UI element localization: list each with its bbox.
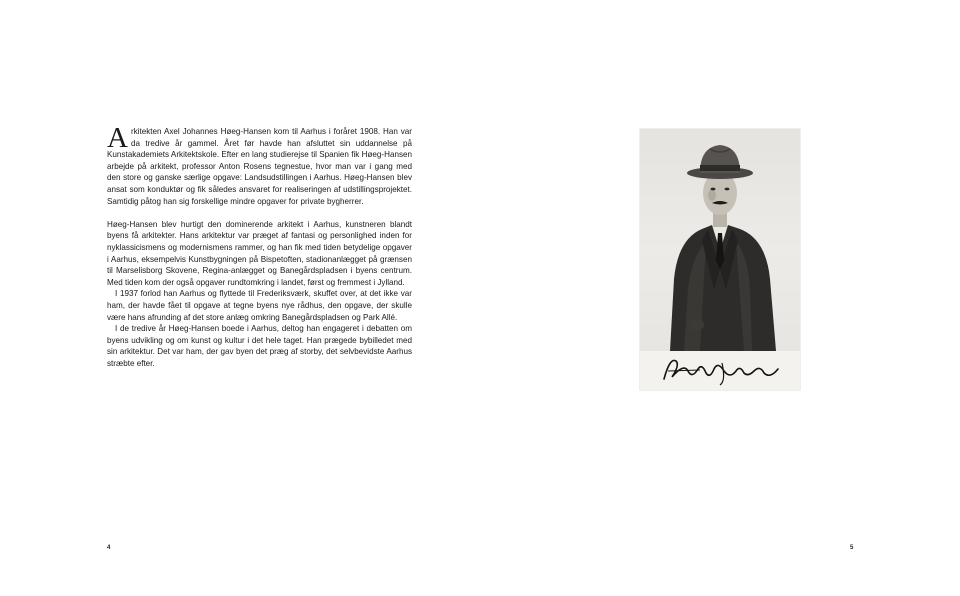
signature-image <box>640 351 800 390</box>
body-text <box>107 122 412 369</box>
page-number-left: 4 <box>107 545 111 551</box>
paragraph-3: I 1937 forlod han Aarhus og flyttede til Frederiksværk, skuffet over, at det ikke var ham, der havde fået til opgave at tegne byens nye rådhus, den opgave, der skulle være hans afrunding af det store anlæg omkring Banegårdspladsen og Park Allé. <box>107 289 412 322</box>
portrait-figure <box>640 129 800 390</box>
paragraph-1-text: rkitekten Axel Johannes Høeg-Hansen kom til Aarhus i foråret 1908. Han var da tredive år gammel. Året før havde han afsluttet sin uddannelse på Kunstakademiets Arkitektskole. Efter en lang studierejse til Spanien fik Høeg-Hansen arbejde på arkitekt, professor Anton Rosens tegnestue, hvor man var i gang med den store og ganske særlige opgave: Landsudstillingen i Aarhus. Høeg-Hansen blev ansat som konduktør og fik således ansvaret for realiseringen af udstillingsprojektet. Samtidig påtog han sig forskellige mindre opgaver for private bygherrer. <box>107 127 412 206</box>
paragraph-1 <box>107 122 412 207</box>
signature <box>640 351 800 390</box>
paragraph-4: I de tredive år Høeg-Hansen boede i Aarhus, deltog han engageret i debatten om byens udvikling og om kunst og kultur i det hele taget. Han prægede bybilledet med sin arkitektur. Det var ham, der gav byen det præg af storby, det selvbevidste Aarhus stræbte efter. <box>107 324 412 368</box>
paragraph-2: Høeg-Hansen blev hurtigt den dominerende arkitekt i Aarhus, kunstneren blandt byens få arkitekter. Hans arkitektur var præget af fantasi og personlighed inden for nyklassicismens og modernismens rammer, og han fik med tiden betydelige opgaver i Aarhus, eksempelvis Kunstbygningen på Bispetoften, stadionanlægget på grænsen til Marselisborg Skovene, Regina-anlægget og Banegårdspladsen i byens centrum. Med tiden kom der også opgaver rundtomkring i landet, først og fremmest i Jylland. <box>107 219 412 287</box>
portrait-photograph <box>640 129 800 351</box>
drop-cap: A <box>107 122 128 154</box>
page-number-right: 5 <box>850 545 854 551</box>
man-in-hat-image <box>640 129 800 351</box>
right-page <box>480 0 960 596</box>
